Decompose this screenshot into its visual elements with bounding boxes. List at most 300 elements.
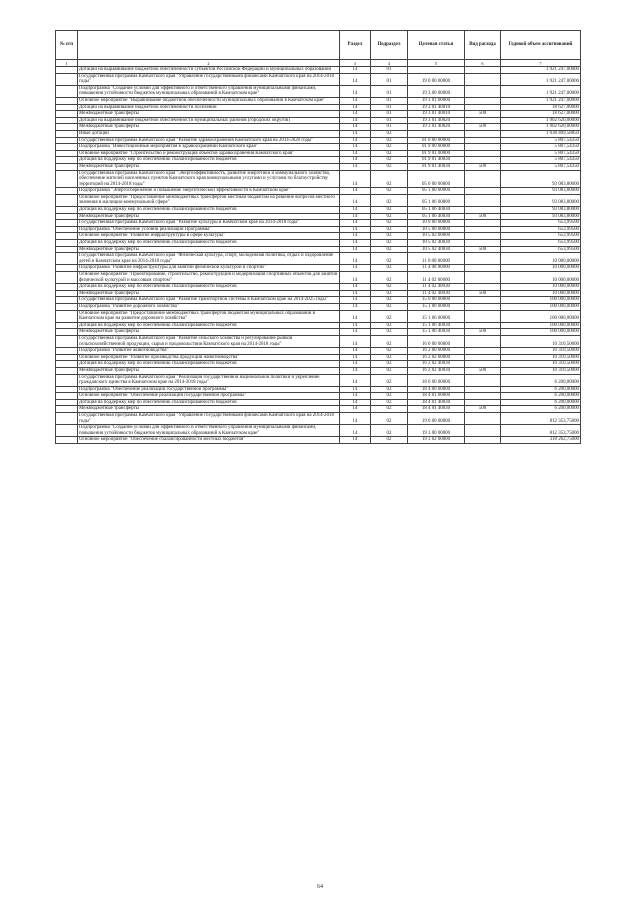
target-article-cell: 11 4 02 00000 [408, 272, 465, 284]
expense-type-cell [465, 188, 501, 195]
row-number-cell [56, 297, 78, 304]
podrazdel-cell: 02 [371, 246, 408, 253]
expense-type-cell [465, 253, 501, 265]
target-article-cell: 01 9 01 40030 [408, 163, 465, 170]
expense-type-cell [465, 226, 501, 233]
row-number-cell [56, 130, 78, 137]
item-name-cell: Дотации на выравнивание бюджетной обеспеченности муниципальных районов (городских округов) [78, 117, 340, 124]
item-name-cell: Межбюджетные трансферты [78, 290, 340, 297]
expense-type-cell [465, 297, 501, 304]
podrazdel-cell: 02 [371, 157, 408, 164]
expense-type-cell [465, 194, 501, 206]
item-name-cell: Основное мероприятие "Развитие инфраструктуры в сфере культуры" [78, 233, 340, 240]
column-number: 3 [340, 60, 371, 67]
podrazdel-cell: 02 [371, 348, 408, 355]
target-article-cell: 15 1 06 00000 [408, 310, 465, 322]
expense-type-cell: 500 [465, 163, 501, 170]
podrazdel-cell: 02 [371, 310, 408, 322]
podrazdel-cell: 02 [371, 220, 408, 227]
item-name-cell: Государственная программа Камчатского края "Физическая культура, спорт, молодежная политика, отдых и оздоровление детей в Камчатском крае на 2014-2018 годы" [78, 253, 340, 265]
row-number-cell [56, 111, 78, 118]
razdel-cell: 14 [340, 253, 371, 265]
target-article-cell: 19 3 01 00000 [408, 97, 465, 104]
target-article-cell: 01 9 01 40030 [408, 157, 465, 164]
target-article-cell: 16 2 02 40030 [408, 361, 465, 368]
table-row [56, 413, 581, 425]
target-article-cell: 05 1 00 00000 [408, 188, 465, 195]
target-article-cell: 10 0 00 00000 [408, 220, 465, 227]
amount-cell: 10 000,00000 [501, 265, 581, 272]
row-number-cell [56, 207, 78, 214]
row-number-cell [56, 335, 78, 347]
expense-type-cell [465, 413, 501, 425]
razdel-cell: 14 [340, 194, 371, 206]
amount-cell: 10 000,00000 [501, 290, 581, 297]
amount-cell: 318 262,75000 [501, 437, 581, 444]
podrazdel-cell: 02 [371, 393, 408, 400]
podrazdel-cell: 02 [371, 272, 408, 284]
item-name-cell: Межбюджетные трансферты [78, 124, 340, 131]
column-number: 6 [465, 60, 501, 67]
target-article-cell: 18 0 00 00000 [408, 374, 465, 386]
podrazdel-cell: 02 [371, 284, 408, 291]
podrazdel-cell: 02 [371, 265, 408, 272]
item-name-cell: Межбюджетные трансферты [78, 406, 340, 413]
item-name-cell: Подпрограмма "Энергосбережение и повышение энергетической эффективности в Камчатском крае" [78, 188, 340, 195]
razdel-cell: 14 [340, 124, 371, 131]
podrazdel-cell: 02 [371, 137, 408, 144]
amount-cell: 6 200,00000 [501, 374, 581, 386]
podrazdel-cell: 02 [371, 322, 408, 329]
row-number-cell [56, 157, 78, 164]
row-number-cell [56, 399, 78, 406]
razdel-cell: 14 [340, 163, 371, 170]
expense-type-cell [465, 170, 501, 188]
table-row [56, 137, 581, 144]
podrazdel-cell: 01 [371, 117, 408, 124]
row-number-cell [56, 303, 78, 310]
item-name-cell: Основное мероприятие "Предоставление межбюджетных трансфертов бюджетам муниципальных образований в Камчатском крае на развитие дорожного хозяйства" [78, 310, 340, 322]
podrazdel-cell: 01 [371, 104, 408, 111]
row-number-cell [56, 170, 78, 188]
podrazdel-cell: 01 [371, 67, 408, 74]
amount-cell: 1 921 247,00000 [501, 85, 581, 97]
razdel-cell: 14 [340, 97, 371, 104]
item-name-cell: Межбюджетные трансферты [78, 111, 340, 118]
amount-cell: 5 807,54350 [501, 137, 581, 144]
amount-cell: 6 200,00000 [501, 386, 581, 393]
podrazdel-cell: 02 [371, 253, 408, 265]
row-number-cell [56, 322, 78, 329]
expense-type-cell [465, 393, 501, 400]
row-number-cell [56, 240, 78, 247]
item-name-cell: Подпрограмма "Создание условий для эффективного и ответственного управления муниципальными финансами, повышения устойчивости бюджетов муниципальных образований в Камчатском крае" [78, 85, 340, 97]
table-row [56, 144, 581, 151]
table-row [56, 393, 581, 400]
podrazdel-cell: 02 [371, 361, 408, 368]
razdel-cell: 14 [340, 361, 371, 368]
item-name-cell: Государственная программа Камчатского края "Развитие здравоохранения Камчатского края на 2014-2020 годы" [78, 137, 340, 144]
item-name-cell: Подпрограмма "Создание условий для эффективного и ответственного управления муниципальными финансами, повышения устойчивости бюджетов муниципальных образований в Камчатском крае" [78, 425, 340, 437]
amount-cell: 10 000,00000 [501, 284, 581, 291]
table-row [56, 157, 581, 164]
table-row [56, 233, 581, 240]
row-number-cell [56, 310, 78, 322]
table-row [56, 124, 581, 131]
amount-cell: 6 200,00000 [501, 393, 581, 400]
row-number-cell [56, 386, 78, 393]
item-name-cell: Подпрограмма "Инвестиционные мероприятия в здравоохранении Камчатского края" [78, 144, 340, 151]
amount-cell: 5 807,54350 [501, 157, 581, 164]
target-article-cell: 05 1 06 40030 [408, 207, 465, 214]
target-article-cell: 10 5 02 40030 [408, 240, 465, 247]
target-article-cell: 19 0 00 00000 [408, 413, 465, 425]
podrazdel-cell: 01 [371, 85, 408, 97]
razdel-cell: 14 [340, 310, 371, 322]
amount-cell: 93 083,80000 [501, 188, 581, 195]
razdel-cell: 14 [340, 437, 371, 444]
row-number-cell [56, 354, 78, 361]
expense-type-cell [465, 233, 501, 240]
amount-cell: 812 353,75000 [501, 413, 581, 425]
item-name-cell: Государственная программа Камчатского края "Управление государственными финансами Камчатского края на 2014-2018 годы" [78, 73, 340, 85]
item-name-cell: Государственная программа Камчатского края "Развитие транспортной системы в Камчатском крае на 2014-2025 годы" [78, 297, 340, 304]
item-name-cell: Межбюджетные трансферты [78, 213, 340, 220]
table-row [56, 361, 581, 368]
podrazdel-cell: 01 [371, 111, 408, 118]
header-razdel: Раздел [340, 31, 371, 60]
razdel-cell: 14 [340, 284, 371, 291]
amount-cell: 1 038 409,58850 [501, 130, 581, 137]
razdel-cell: 14 [340, 117, 371, 124]
table-row [56, 240, 581, 247]
expense-type-cell [465, 220, 501, 227]
row-number-cell [56, 124, 78, 131]
podrazdel-cell: 02 [371, 303, 408, 310]
table-row [56, 437, 581, 444]
razdel-cell: 14 [340, 137, 371, 144]
podrazdel-cell: 02 [371, 240, 408, 247]
document-page [55, 30, 580, 444]
podrazdel-cell: 02 [371, 130, 408, 137]
item-name-cell: Межбюджетные трансферты [78, 367, 340, 374]
amount-cell: 1 921 247,00000 [501, 97, 581, 104]
target-article-cell: 19 3 01 40010 [408, 104, 465, 111]
column-number: 7 [501, 60, 581, 67]
row-number-cell [56, 220, 78, 227]
table-row [56, 367, 581, 374]
table-row [56, 284, 581, 291]
row-number-cell [56, 246, 78, 253]
target-article-cell: 05 0 00 00000 [408, 170, 465, 188]
razdel-cell: 14 [340, 413, 371, 425]
row-number-cell [56, 73, 78, 85]
target-article-cell: 19 3 00 00000 [408, 85, 465, 97]
razdel-cell: 14 [340, 170, 371, 188]
page-number: 64 [317, 884, 323, 890]
razdel-cell: 14 [340, 425, 371, 437]
amount-cell: 10 310,50000 [501, 354, 581, 361]
podrazdel-cell: 02 [371, 163, 408, 170]
item-name-cell: Дотация на поддержку мер по обеспечению сбалансированности бюджетов [78, 284, 340, 291]
table-row [56, 85, 581, 97]
amount-cell: 1 921 247,00000 [501, 73, 581, 85]
podrazdel-cell: 01 [371, 97, 408, 104]
row-number-cell [56, 97, 78, 104]
target-article-cell: 16 2 02 40030 [408, 367, 465, 374]
table-row [56, 406, 581, 413]
target-article-cell: 10 5 02 00000 [408, 233, 465, 240]
table-row [56, 322, 581, 329]
table-row [56, 348, 581, 355]
expense-type-cell [465, 361, 501, 368]
target-article-cell: 15 1 06 40030 [408, 322, 465, 329]
target-article-cell: 01 0 00 00000 [408, 137, 465, 144]
podrazdel-cell: 02 [371, 413, 408, 425]
row-number-cell [56, 137, 78, 144]
razdel-cell: 14 [340, 322, 371, 329]
item-name-cell: Дотация на поддержку мер по обеспечению сбалансированности бюджетов [78, 240, 340, 247]
table-row [56, 386, 581, 393]
header-name [78, 31, 340, 60]
razdel-cell: 14 [340, 329, 371, 336]
row-number-cell [56, 150, 78, 157]
target-article-cell: 19 0 00 00000 [408, 73, 465, 85]
expense-type-cell: 500 [465, 406, 501, 413]
table-row [56, 188, 581, 195]
amount-cell: 653,99500 [501, 246, 581, 253]
row-number-cell [56, 329, 78, 336]
target-article-cell: 01 9 00 00000 [408, 144, 465, 151]
item-name-cell: Основное мероприятие "Строительство и реконструкция объектов здравоохранения Камчатского края" [78, 150, 340, 157]
table-row [56, 329, 581, 336]
target-article-cell: 19 3 02 00000 [408, 437, 465, 444]
item-name-cell: Дотации на выравнивание бюджетной обеспеченности поселений [78, 104, 340, 111]
expense-type-cell [465, 399, 501, 406]
row-number-cell [56, 393, 78, 400]
expense-type-cell [465, 240, 501, 247]
razdel-cell: 14 [340, 213, 371, 220]
table-row [56, 194, 581, 206]
expense-type-cell [465, 310, 501, 322]
item-name-cell: Основное мероприятие "Обеспечение сбалансированности местных бюджетов" [78, 437, 340, 444]
razdel-cell: 14 [340, 374, 371, 386]
table-row [56, 425, 581, 437]
row-number-cell [56, 85, 78, 97]
target-article-cell: 19 3 01 40020 [408, 117, 465, 124]
amount-cell: 18 627,00000 [501, 104, 581, 111]
expense-type-cell [465, 425, 501, 437]
item-name-cell: Основное мероприятие "Проектирование, строительство, реконструкция и модернизация спортивных объектов для занятий физической культурой и массовым спортом" [78, 272, 340, 284]
table-row [56, 335, 581, 347]
table-row [56, 111, 581, 118]
razdel-cell: 14 [340, 226, 371, 233]
amount-cell: 10 310,50000 [501, 361, 581, 368]
row-number-cell [56, 163, 78, 170]
table-row [56, 272, 581, 284]
expense-type-cell [465, 117, 501, 124]
expense-type-cell [465, 335, 501, 347]
target-article-cell: 11 4 00 00000 [408, 265, 465, 272]
table-header-row [56, 31, 581, 60]
razdel-cell: 14 [340, 240, 371, 247]
expense-type-cell [465, 284, 501, 291]
amount-cell: 812 353,75000 [501, 425, 581, 437]
column-number: 1 [56, 60, 78, 67]
podrazdel-cell: 02 [371, 297, 408, 304]
amount-cell: 10 310,50000 [501, 367, 581, 374]
expense-type-cell [465, 157, 501, 164]
target-article-cell: 19 3 01 40020 [408, 124, 465, 131]
amount-cell: 653,99500 [501, 240, 581, 247]
target-article-cell [408, 130, 465, 137]
target-article-cell: 15 1 06 40030 [408, 329, 465, 336]
target-article-cell: 18 4 01 40030 [408, 406, 465, 413]
item-name-cell: Основное мероприятие "Выравнивание бюджетной обеспеченности муниципальных образований в Камчатском крае" [78, 97, 340, 104]
expense-type-cell: 500 [465, 367, 501, 374]
target-article-cell: 19 3 01 40010 [408, 111, 465, 118]
target-article-cell [408, 67, 465, 74]
table-row [56, 354, 581, 361]
item-name-cell: Подпрограмма "Развитие животноводства" [78, 348, 340, 355]
razdel-cell: 14 [340, 399, 371, 406]
table-row [56, 399, 581, 406]
podrazdel-cell: 02 [371, 150, 408, 157]
table-row [56, 207, 581, 214]
expense-type-cell [465, 354, 501, 361]
podrazdel-cell: 02 [371, 144, 408, 151]
table-row [56, 297, 581, 304]
razdel-cell: 14 [340, 157, 371, 164]
razdel-cell: 14 [340, 130, 371, 137]
amount-cell: 6 200,00000 [501, 406, 581, 413]
amount-cell: 1 902 620,00000 [501, 124, 581, 131]
podrazdel-cell: 02 [371, 170, 408, 188]
razdel-cell: 14 [340, 111, 371, 118]
podrazdel-cell: 02 [371, 437, 408, 444]
expense-type-cell [465, 137, 501, 144]
amount-cell: 653,99500 [501, 233, 581, 240]
expense-type-cell [465, 130, 501, 137]
item-name-cell: Государственная программа Камчатского края "Развитие сельского хозяйства и регулирование рынков сельскохозяйственной продукции, сырья и продовольствия Камчатского края на 2014-2018 годы" [78, 335, 340, 347]
item-name-cell: Основное мероприятие "Развитие производства продукции животноводства" [78, 354, 340, 361]
table-row [56, 104, 581, 111]
table-row [56, 374, 581, 386]
budget-table [55, 30, 581, 444]
row-number-cell [56, 437, 78, 444]
row-number-cell [56, 67, 78, 74]
table-row [56, 246, 581, 253]
razdel-cell: 14 [340, 335, 371, 347]
item-name-cell: Государственная программа Камчатского края "Энергоэффективность, развитие энергетики и коммунального хозяйства, обеспечение жителей населенных пунктов Камчатского края коммунальными услугами и услугами по благоустройству территорий на 2014-2018 годы" [78, 170, 340, 188]
expense-type-cell [465, 303, 501, 310]
item-name-cell: Дотация на поддержку мер по обеспечению сбалансированности бюджетов [78, 207, 340, 214]
column-number: 5 [408, 60, 465, 67]
razdel-cell: 14 [340, 406, 371, 413]
podrazdel-cell: 02 [371, 188, 408, 195]
amount-cell: 653,99500 [501, 220, 581, 227]
table-row [56, 117, 581, 124]
razdel-cell: 14 [340, 348, 371, 355]
row-number-cell [56, 104, 78, 111]
razdel-cell: 14 [340, 233, 371, 240]
amount-cell: 10 000,00000 [501, 253, 581, 265]
razdel-cell: 14 [340, 354, 371, 361]
expense-type-cell [465, 67, 501, 74]
row-number-cell [56, 361, 78, 368]
table-row [56, 226, 581, 233]
table-row [56, 150, 581, 157]
amount-cell: 100 000,00000 [501, 310, 581, 322]
amount-cell: 100 000,00000 [501, 322, 581, 329]
target-article-cell: 18 4 00 00000 [408, 386, 465, 393]
column-number: 2 [78, 60, 340, 67]
item-name-cell: Дотация на поддержку мер по обеспечению сбалансированности бюджетов [78, 157, 340, 164]
razdel-cell: 14 [340, 265, 371, 272]
expense-type-cell [465, 85, 501, 97]
row-number-cell [56, 425, 78, 437]
expense-type-cell [465, 144, 501, 151]
row-number-cell [56, 117, 78, 124]
item-name-cell: Государственная программа Камчатского края "Реализация государственной национальной политики и укрепление гражданского единства в Камчатском крае на 2014-2018 годы" [78, 374, 340, 386]
razdel-cell: 14 [340, 150, 371, 157]
razdel-cell: 14 [340, 104, 371, 111]
podrazdel-cell: 02 [371, 290, 408, 297]
expense-type-cell [465, 437, 501, 444]
row-number-cell [56, 290, 78, 297]
expense-type-cell [465, 104, 501, 111]
podrazdel-cell: 02 [371, 399, 408, 406]
table-row [56, 73, 581, 85]
item-name-cell: Дотации на выравнивание бюджетной обеспеченности субъектов Российской Федерации и муниципальных образований [78, 67, 340, 74]
table-row [56, 290, 581, 297]
item-name-cell: Межбюджетные трансферты [78, 246, 340, 253]
expense-type-cell [465, 97, 501, 104]
row-number-cell [56, 188, 78, 195]
podrazdel-cell: 02 [371, 207, 408, 214]
item-name-cell: Подпрограмма "Обеспечение условий реализации Программы" [78, 226, 340, 233]
target-article-cell: 01 9 01 00000 [408, 150, 465, 157]
table-row [56, 220, 581, 227]
amount-cell: 18 627,00000 [501, 111, 581, 118]
amount-cell: 100 000,00000 [501, 297, 581, 304]
expense-type-cell: 500 [465, 124, 501, 131]
row-number-cell [56, 194, 78, 206]
razdel-cell: 14 [340, 386, 371, 393]
table-row [56, 97, 581, 104]
row-number-cell [56, 144, 78, 151]
amount-cell: 1 921 247,00000 [501, 67, 581, 74]
amount-cell: 10 000,00000 [501, 272, 581, 284]
table-row [56, 213, 581, 220]
row-number-cell [56, 226, 78, 233]
razdel-cell: 14 [340, 367, 371, 374]
item-name-cell: Подпрограмма "Развитие инфраструктуры для занятий физической культурой и спортом" [78, 265, 340, 272]
expense-type-cell [465, 272, 501, 284]
header-num: № п/п [56, 31, 78, 60]
table-row [56, 67, 581, 74]
podrazdel-cell: 02 [371, 194, 408, 206]
table-row [56, 130, 581, 137]
row-number-cell [56, 233, 78, 240]
target-article-cell: 16 2 02 00000 [408, 354, 465, 361]
header-podrazdel: Подраздел [371, 31, 408, 60]
podrazdel-cell: 02 [371, 335, 408, 347]
razdel-cell: 14 [340, 297, 371, 304]
amount-cell: 1 902 620,00000 [501, 117, 581, 124]
target-article-cell: 05 1 06 00000 [408, 194, 465, 206]
podrazdel-cell: 02 [371, 406, 408, 413]
